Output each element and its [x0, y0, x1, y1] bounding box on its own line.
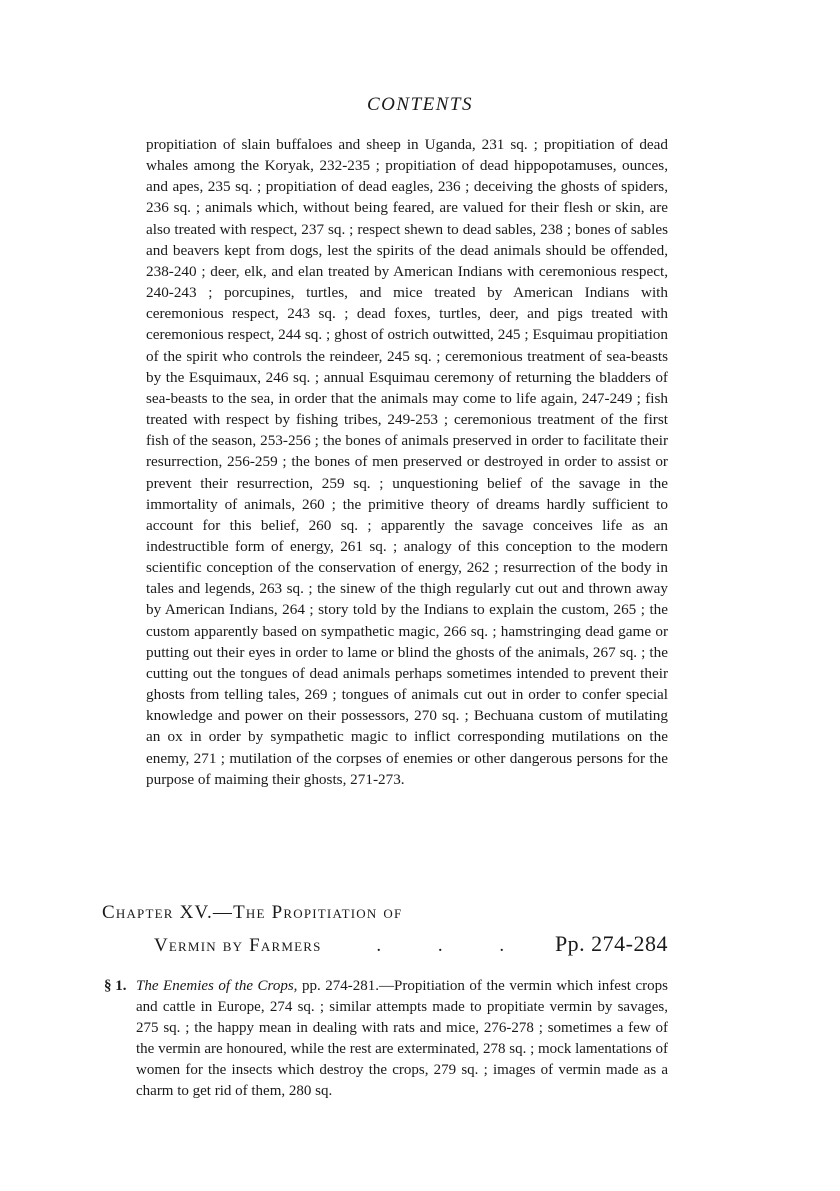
- chapter-title-line2-row: [102, 931, 668, 957]
- section-marker: § 1.: [104, 978, 127, 994]
- leader-dots: . . .: [376, 935, 531, 956]
- contents-paragraph: propitiation of slain buffaloes and sheep in Uganda, 231 sq. ; propitiation of dead whales among the Koryak, 232-235 ; propitiation of dead hippopotamuses, ounces, and apes, 235 sq. ; propitiation of dead eagles, 236 ; deceiving the ghosts of spiders, 236 sq. ; animals which, without being feared, are valued for their flesh or skin, are also treated with respect, 237 sq. ; respect shewn to dead sables, 238 ; bones of sables and beavers kept from dogs, lest the spirits of the dead animals should be offended, 238-240 ; deer, elk, and elan treated by American Indians with ceremonious respect, 240-243 ; porcupines, turtles, and mice treated by American Indians with ceremonious respect, 243 sq. ; dead foxes, turtles, deer, and pigs treated with ceremonious respect, 244 sq. ; ghost of ostrich outwitted, 245 ; Esquimau propitiation of the spirit who controls the reindeer, 245 sq. ; ceremonious treatment of sea-beasts by the Esquimaux, 246 sq. ; annual Esquimau ceremony of returning the bladders of sea-beasts to the sea, in order that the animals may come to life again, 247-249 ; fish treated with respect by fishing tribes, 249-253 ; ceremonious treatment of the first fish of the season, 253-256 ; the bones of animals preserved in order to facilitate their resurrection, 256-259 ; the bones of men preserved or destroyed in order to assist or prevent their resurrection, 259 sq. ; unquestioning belief of the savage in the immortality of animals, 260 ; the primitive theory of dreams hardly sufficient to account for this belief, 260 sq. ; apparently the savage conceives life as an indestructible form of energy, 261 sq. ; analogy of this conception to the modern scientific conception of the conservation of energy, 262 ; resurrection of the body in tales and legends, 263 sq. ; the sinew of the thigh regularly cut out and thrown away by American Indians, 264 ; story told by the Indians to explain the custom, 265 ; the custom apparently based on sympathetic magic, 266 sq. ; hamstringing dead game or putting out their eyes in order to lame or blind the ghosts of the animals, 267 sq. ; the cutting out the tongues of dead animals perhaps sometimes intended to prevent their ghosts from telling tales, 269 ; tongues of animals cut out in order to confer special knowledge and power on their possessors, 270 sq. ; Bechuana custom of mutilating an ox in order by sympathetic magic to inflict corresponding mutilations on the enemy, 271 ; mutilation of the corpses of enemies or other dangerous persons for the purpose of maiming their ghosts, 271-273.: [146, 136, 668, 788]
- section-body: [136, 976, 668, 1102]
- chapter-title-line1: Chapter XV.—The Propitiation of: [102, 902, 403, 923]
- chapter-page-range: Pp. 274-284: [554, 931, 668, 956]
- chapter-heading: [102, 898, 668, 957]
- section-title: The Enemies of the Crops,: [136, 978, 298, 994]
- running-head: CONTENTS: [367, 94, 473, 115]
- section-entry: [104, 976, 668, 1102]
- section-text: pp. 274-281.—Propitiation of the vermin which infest crops and cattle in Europe, 274 sq. ; similar attempts made to propitiate vermin by savages, 275 sq. ; the happy mean in dealing with rats and mice, 276-278 ; sometimes a few of the vermin are honoured, while the rest are exterminated, 278 sq. ; mock lamentations of women for the insects which destroy the crops, 279 sq. ; images of vermin made as a charm to get rid of them, 280 sq.: [136, 978, 668, 1099]
- chapter-title-line2: Vermin by Farmers: [154, 935, 322, 956]
